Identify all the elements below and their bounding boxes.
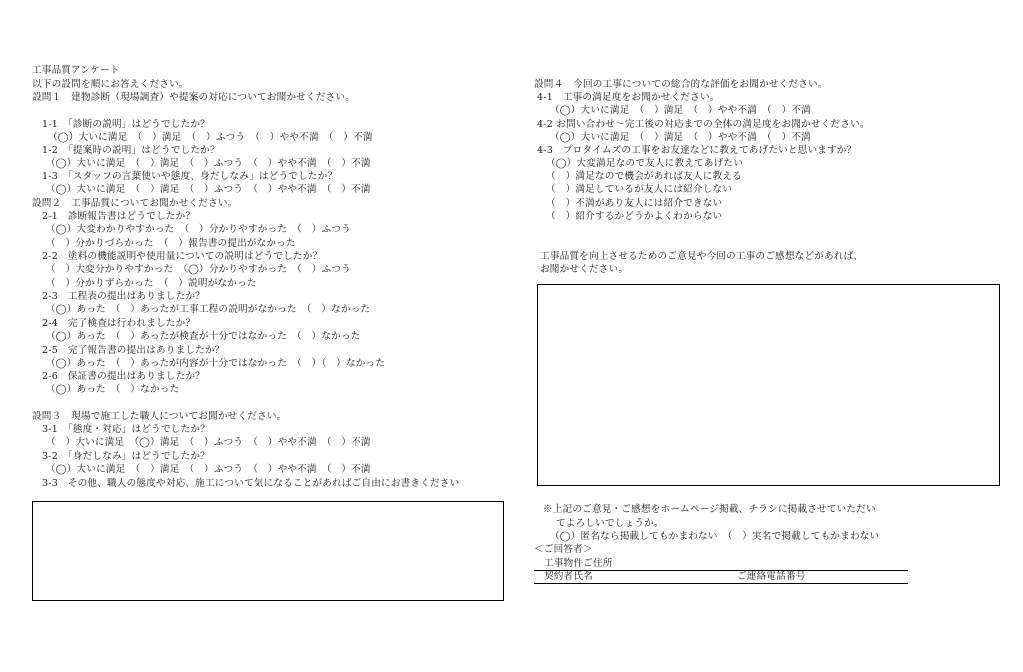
question-4-heading: 設問４ 今回の工事についての総合的な評価をお聞かせください。: [534, 79, 828, 90]
question-1-2-options[interactable]: （◯）大いに満足 （ ）満足 （ ）ふつう （ ）やや不満 （ ）不満: [46, 158, 371, 169]
comment-prompt-line-1: 工事品質を向上させるためのご意見や今回の工事のご感想などがあれば、: [540, 251, 864, 262]
question-3-heading: 設問３ 現場で施工した職人についてお聞かせください。: [32, 411, 287, 422]
question-1-2: 1-2 「提案時の説明」はどうでしたか？: [42, 145, 220, 156]
question-2-1-options-b[interactable]: （ ）分かりづらかった （ ）報告書の提出がなかった: [46, 238, 296, 249]
question-4-3-option-5[interactable]: （ ）紹介するかどうかよくわからない: [546, 211, 723, 222]
question-2-5-options[interactable]: （◯）あった （ ）あったが内容が十分ではなかった （ ）（ ）なかった: [46, 358, 386, 369]
address-label: 工事物件ご住所: [544, 558, 613, 569]
question-4-3: 4-3 プロタイムズの工事をお友達などに教えてあげたいと思いますか？: [537, 145, 857, 156]
question-1-1-options[interactable]: （◯）大いに満足 （ ）満足 （ ）ふつう （ ）やや不満 （ ）不満: [48, 132, 373, 143]
question-2-1-options-a[interactable]: （◯）大変わかりやすかった （ ）分かりやすかった （ ）ふつう: [46, 224, 351, 235]
question-3-1: 3-1 「態度・対応」はどうでしたか？: [42, 424, 210, 435]
question-3-3: 3-3 その他、職人の態度や対応、施工について気になることがあればご自由にお書きください: [42, 478, 460, 489]
intro-text: 以下の設問を順にお答えください。: [32, 79, 189, 90]
question-4-3-option-2[interactable]: （ ）満足なので機会があれば友人に教える: [546, 171, 742, 182]
question-4-3-option-3[interactable]: （ ）満足しているが友人には紹介しない: [546, 184, 733, 195]
question-2-2: 2-2 塗料の機能説明や使用量についての説明はどうでしたか？: [42, 251, 323, 262]
question-2-2-options-a[interactable]: （ ）大変分かりやすかった （◯）分かりやすかった （ ）ふつう: [46, 264, 351, 275]
publish-note-line-2: てよろしいでしょうか。: [556, 518, 664, 529]
question-4-2-options[interactable]: （◯）大いに満足 （ ）満足 （ ）やや不満 （ ）不満: [550, 132, 811, 143]
question-4-1: 4-1 工事の満足度をお聞かせください。: [537, 92, 720, 103]
question-1-heading: 設問１ 建物診断（現場調査）や提案の対応についてお聞かせください。: [32, 92, 356, 103]
question-3-1-options[interactable]: （ ）大いに満足 （◯）満足 （ ）ふつう （ ）やや不満 （ ）不満: [46, 437, 371, 448]
general-comment-box[interactable]: [537, 284, 1000, 486]
question-2-1: 2-1 診断報告書はどうでしたか？: [42, 211, 196, 222]
comment-prompt-line-2: お聞かせください。: [540, 264, 629, 275]
question-4-3-option-4[interactable]: （ ）不満があり友人には紹介できない: [546, 198, 723, 209]
question-2-3: 2-3 工程表の提出はありましたか？: [42, 291, 205, 302]
survey-title: 工事品質アンケート: [32, 65, 120, 76]
question-1-3-options[interactable]: （◯）大いに満足 （ ）満足 （ ）ふつう （ ）やや不満 （ ）不満: [46, 184, 371, 195]
question-3-2-options[interactable]: （◯）大いに満足 （ ）満足 （ ）ふつう （ ）やや不満 （ ）不満: [46, 464, 371, 475]
phone-number-label: ご連絡電話番号: [737, 571, 806, 582]
question-1-3: 1-3 「スタッフの言葉使いや態度、身だしなみ」はどうでしたか？: [42, 171, 338, 182]
question-4-3-option-1[interactable]: （◯）大変満足なので友人に教えてあげたい: [546, 158, 744, 169]
question-2-4-options[interactable]: （◯）あった （ ）あったが検査が十分ではなかった （ ）なかった: [46, 331, 361, 342]
question-2-2-options-b[interactable]: （ ）分かりずらかった （ ）説明がなかった: [46, 278, 257, 289]
question-2-6: 2-6 保証書の提出はありましたか？: [42, 371, 205, 382]
question-3-2: 3-2 「身だしなみ」はどうでしたか？: [42, 451, 210, 462]
question-2-5: 2-5 完了報告書の提出はありましたか？: [42, 345, 225, 356]
contractor-name-label: 契約者氏名: [544, 571, 593, 582]
craftsman-comment-box[interactable]: [32, 501, 504, 601]
question-2-4: 2-4 完了検査は行われましたか？: [42, 318, 196, 329]
question-2-6-options[interactable]: （◯）あった （ ）なかった: [46, 384, 180, 395]
question-2-heading: 設問２ 工事品質についてお聞かせください。: [32, 198, 238, 209]
question-4-1-options[interactable]: （◯）大いに満足 （ ）満足 （ ）やや不満 （ ）不満: [550, 105, 811, 116]
question-1-1: 1-1 「診断の説明」はどうでしたか？: [42, 119, 210, 130]
question-2-3-options[interactable]: （◯）あった （ ）あったが工事工程の説明がなかった （ ）なかった: [46, 304, 371, 315]
name-phone-underline[interactable]: [534, 583, 908, 584]
question-4-2: 4-2 お問い合わせ～完工後の対応までの全体の満足度をお聞かせください。: [537, 119, 870, 130]
publish-note-line-1: ※上記のご意見・ご感想をホームページ掲載、チラシに掲載させていただい: [543, 504, 876, 515]
publish-consent-options[interactable]: （◯）匿名なら掲載してもかまわない （ ）実名で掲載してもかまわない: [550, 531, 880, 542]
respondent-heading: ＜ご回答者＞: [534, 544, 593, 555]
